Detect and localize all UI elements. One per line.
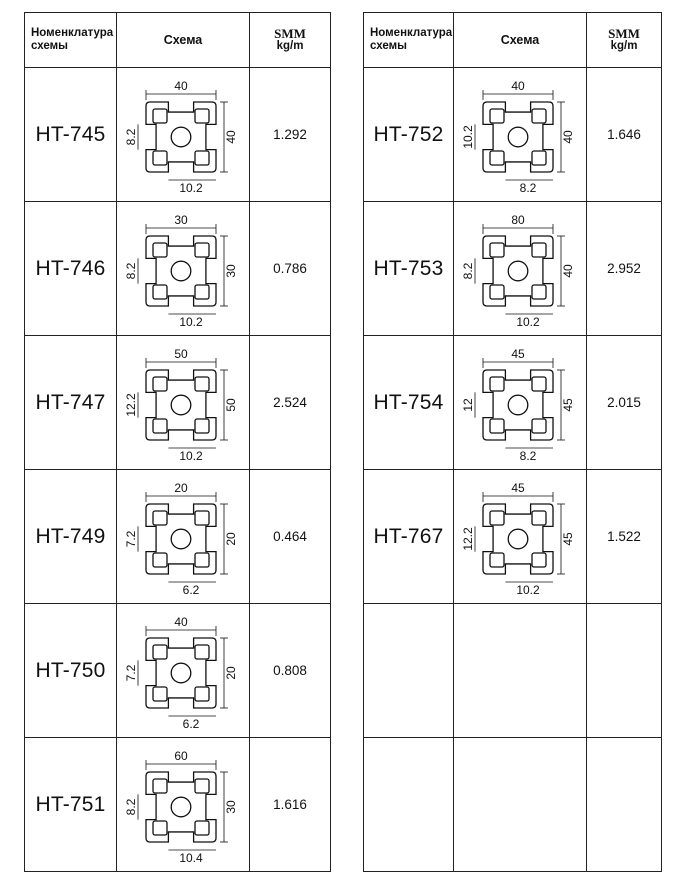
- profile-diagram-cell: [454, 604, 587, 738]
- width-dimension-label: 80: [511, 212, 525, 227]
- profile-cross-section-diagram: [118, 76, 248, 194]
- profile-outline: [146, 772, 216, 842]
- table-row: [364, 202, 662, 336]
- profile-code: HT-752: [364, 68, 454, 202]
- width-dimension-label: 50: [174, 346, 188, 361]
- dimension-lines: [138, 224, 228, 314]
- profile-code: HT-747: [25, 336, 117, 470]
- dimension-lines: [138, 358, 228, 448]
- dimension-lines: [138, 492, 228, 582]
- width-dimension-label: 45: [511, 346, 525, 361]
- profile-table-left: [24, 12, 331, 872]
- height-dimension-label: 40: [224, 129, 238, 144]
- profile-weight: 0.786: [250, 202, 331, 336]
- dimension-lines: [475, 90, 565, 180]
- table-row: [25, 336, 331, 470]
- bottom-dimension-label: 10.2: [179, 180, 203, 194]
- header-weight: [250, 13, 331, 68]
- height-dimension-label: 45: [561, 531, 575, 546]
- profile-outline: [146, 102, 216, 172]
- table-header: [25, 13, 331, 68]
- profile-weight: 1.616: [250, 738, 331, 872]
- header-weight-line1: SMM: [274, 26, 306, 41]
- table-row: [25, 202, 331, 336]
- profile-code: HT-750: [25, 604, 117, 738]
- header-scheme: Схема: [117, 13, 250, 68]
- profile-outline: [483, 504, 553, 574]
- slot-dimension-label: 7.2: [124, 664, 138, 681]
- slot-dimension-label: 12.2: [461, 526, 475, 551]
- profile-cross-section-diagram: [455, 210, 585, 328]
- bottom-dimension-label: 8.2: [519, 180, 537, 194]
- slot-dimension-label: 8.2: [124, 262, 138, 279]
- profile-weight: 2.015: [587, 336, 662, 470]
- table-row: [25, 604, 331, 738]
- profile-weight: 1.646: [587, 68, 662, 202]
- width-dimension-label: 45: [511, 480, 525, 495]
- width-dimension-label: 40: [511, 78, 525, 93]
- profile-cross-section-diagram: [455, 478, 585, 596]
- profile-code: HT-745: [25, 68, 117, 202]
- header-nomenclature: Номенклатура схемы: [364, 13, 454, 68]
- height-dimension-label: 30: [224, 263, 238, 278]
- width-dimension-label: 40: [174, 78, 188, 93]
- bottom-dimension-label: 6.2: [182, 716, 200, 730]
- profile-weight: [587, 604, 662, 738]
- profile-weight: [587, 738, 662, 872]
- profile-outline: [146, 370, 216, 440]
- width-dimension-label: 40: [174, 614, 188, 629]
- table-row: [364, 68, 662, 202]
- profile-outline: [146, 504, 216, 574]
- profile-outline: [483, 102, 553, 172]
- profile-code: [364, 604, 454, 738]
- height-dimension-label: 40: [561, 129, 575, 144]
- profile-cross-section-diagram: [455, 76, 585, 194]
- table-row: [364, 738, 662, 872]
- profile-outline: [146, 638, 216, 708]
- dimension-lines: [475, 358, 565, 448]
- profile-cross-section-diagram: [118, 210, 248, 328]
- profile-table-right: [363, 12, 662, 872]
- table-row: [364, 604, 662, 738]
- dimension-lines: [475, 224, 565, 314]
- height-dimension-label: 40: [561, 263, 575, 278]
- height-dimension-label: 30: [224, 799, 238, 814]
- profile-outline: [483, 370, 553, 440]
- profile-cross-section-diagram: [455, 344, 585, 462]
- profile-code: [364, 738, 454, 872]
- dimension-lines: [138, 90, 228, 180]
- profile-diagram-cell: [117, 336, 250, 470]
- profile-code: HT-749: [25, 470, 117, 604]
- profile-outline: [146, 236, 216, 306]
- header-nomenclature: Номенклатура схемы: [25, 13, 117, 68]
- profile-cross-section-diagram: [118, 344, 248, 462]
- profile-cross-section-diagram: [118, 746, 248, 864]
- profile-diagram-cell: [117, 738, 250, 872]
- slot-dimension-label: 12: [461, 397, 475, 412]
- table-row: [25, 470, 331, 604]
- profile-diagram-cell: [117, 604, 250, 738]
- table-row: [364, 470, 662, 604]
- bottom-dimension-label: 8.2: [519, 448, 537, 462]
- header-scheme: Схема: [454, 13, 587, 68]
- bottom-dimension-label: 10.4: [179, 850, 203, 864]
- dimension-lines: [138, 626, 228, 716]
- height-dimension-label: 20: [224, 665, 238, 680]
- header-weight-line2: kg/m: [610, 40, 638, 52]
- width-dimension-label: 30: [174, 212, 188, 227]
- height-dimension-label: 45: [561, 397, 575, 412]
- bottom-dimension-label: 6.2: [182, 582, 200, 596]
- width-dimension-label: 20: [174, 480, 188, 495]
- profile-diagram-cell: [454, 68, 587, 202]
- profile-code: HT-767: [364, 470, 454, 604]
- profile-weight: 1.292: [250, 68, 331, 202]
- slot-dimension-label: 12.2: [124, 392, 138, 417]
- profile-weight: 0.464: [250, 470, 331, 604]
- profile-diagram-cell: [117, 68, 250, 202]
- height-dimension-label: 50: [224, 397, 238, 412]
- profile-code: HT-753: [364, 202, 454, 336]
- table-row: [364, 336, 662, 470]
- profile-code: HT-746: [25, 202, 117, 336]
- profile-weight: 1.522: [587, 470, 662, 604]
- slot-dimension-label: 8.2: [124, 128, 138, 145]
- table-row: [25, 738, 331, 872]
- slot-dimension-label: 8.2: [461, 262, 475, 279]
- profile-diagram-cell: [454, 470, 587, 604]
- slot-dimension-label: 8.2: [124, 798, 138, 815]
- profile-code: HT-754: [364, 336, 454, 470]
- bottom-dimension-label: 10.2: [179, 314, 203, 328]
- table-row: [25, 68, 331, 202]
- profile-weight: 2.524: [250, 336, 331, 470]
- slot-dimension-label: 7.2: [124, 530, 138, 547]
- profile-weight: 2.952: [587, 202, 662, 336]
- profile-weight: 0.808: [250, 604, 331, 738]
- profile-cross-section-diagram: [118, 478, 248, 596]
- height-dimension-label: 20: [224, 531, 238, 546]
- dimension-lines: [475, 492, 565, 582]
- profile-cross-section-diagram: [118, 612, 248, 730]
- profile-code: HT-751: [25, 738, 117, 872]
- slot-dimension-label: 10.2: [461, 124, 475, 149]
- table-header: [364, 13, 662, 68]
- profile-diagram-cell: [117, 470, 250, 604]
- dimension-lines: [138, 760, 228, 850]
- header-weight-line1: SMM: [608, 26, 640, 41]
- header-weight-line2: kg/m: [276, 40, 304, 52]
- header-weight: [587, 13, 662, 68]
- profile-diagram-cell: [117, 202, 250, 336]
- profile-diagram-cell: [454, 738, 587, 872]
- bottom-dimension-label: 10.2: [516, 314, 540, 328]
- bottom-dimension-label: 10.2: [516, 582, 540, 596]
- profile-outline: [483, 236, 553, 306]
- width-dimension-label: 60: [174, 748, 188, 763]
- profile-diagram-cell: [454, 336, 587, 470]
- profile-diagram-cell: [454, 202, 587, 336]
- bottom-dimension-label: 10.2: [179, 448, 203, 462]
